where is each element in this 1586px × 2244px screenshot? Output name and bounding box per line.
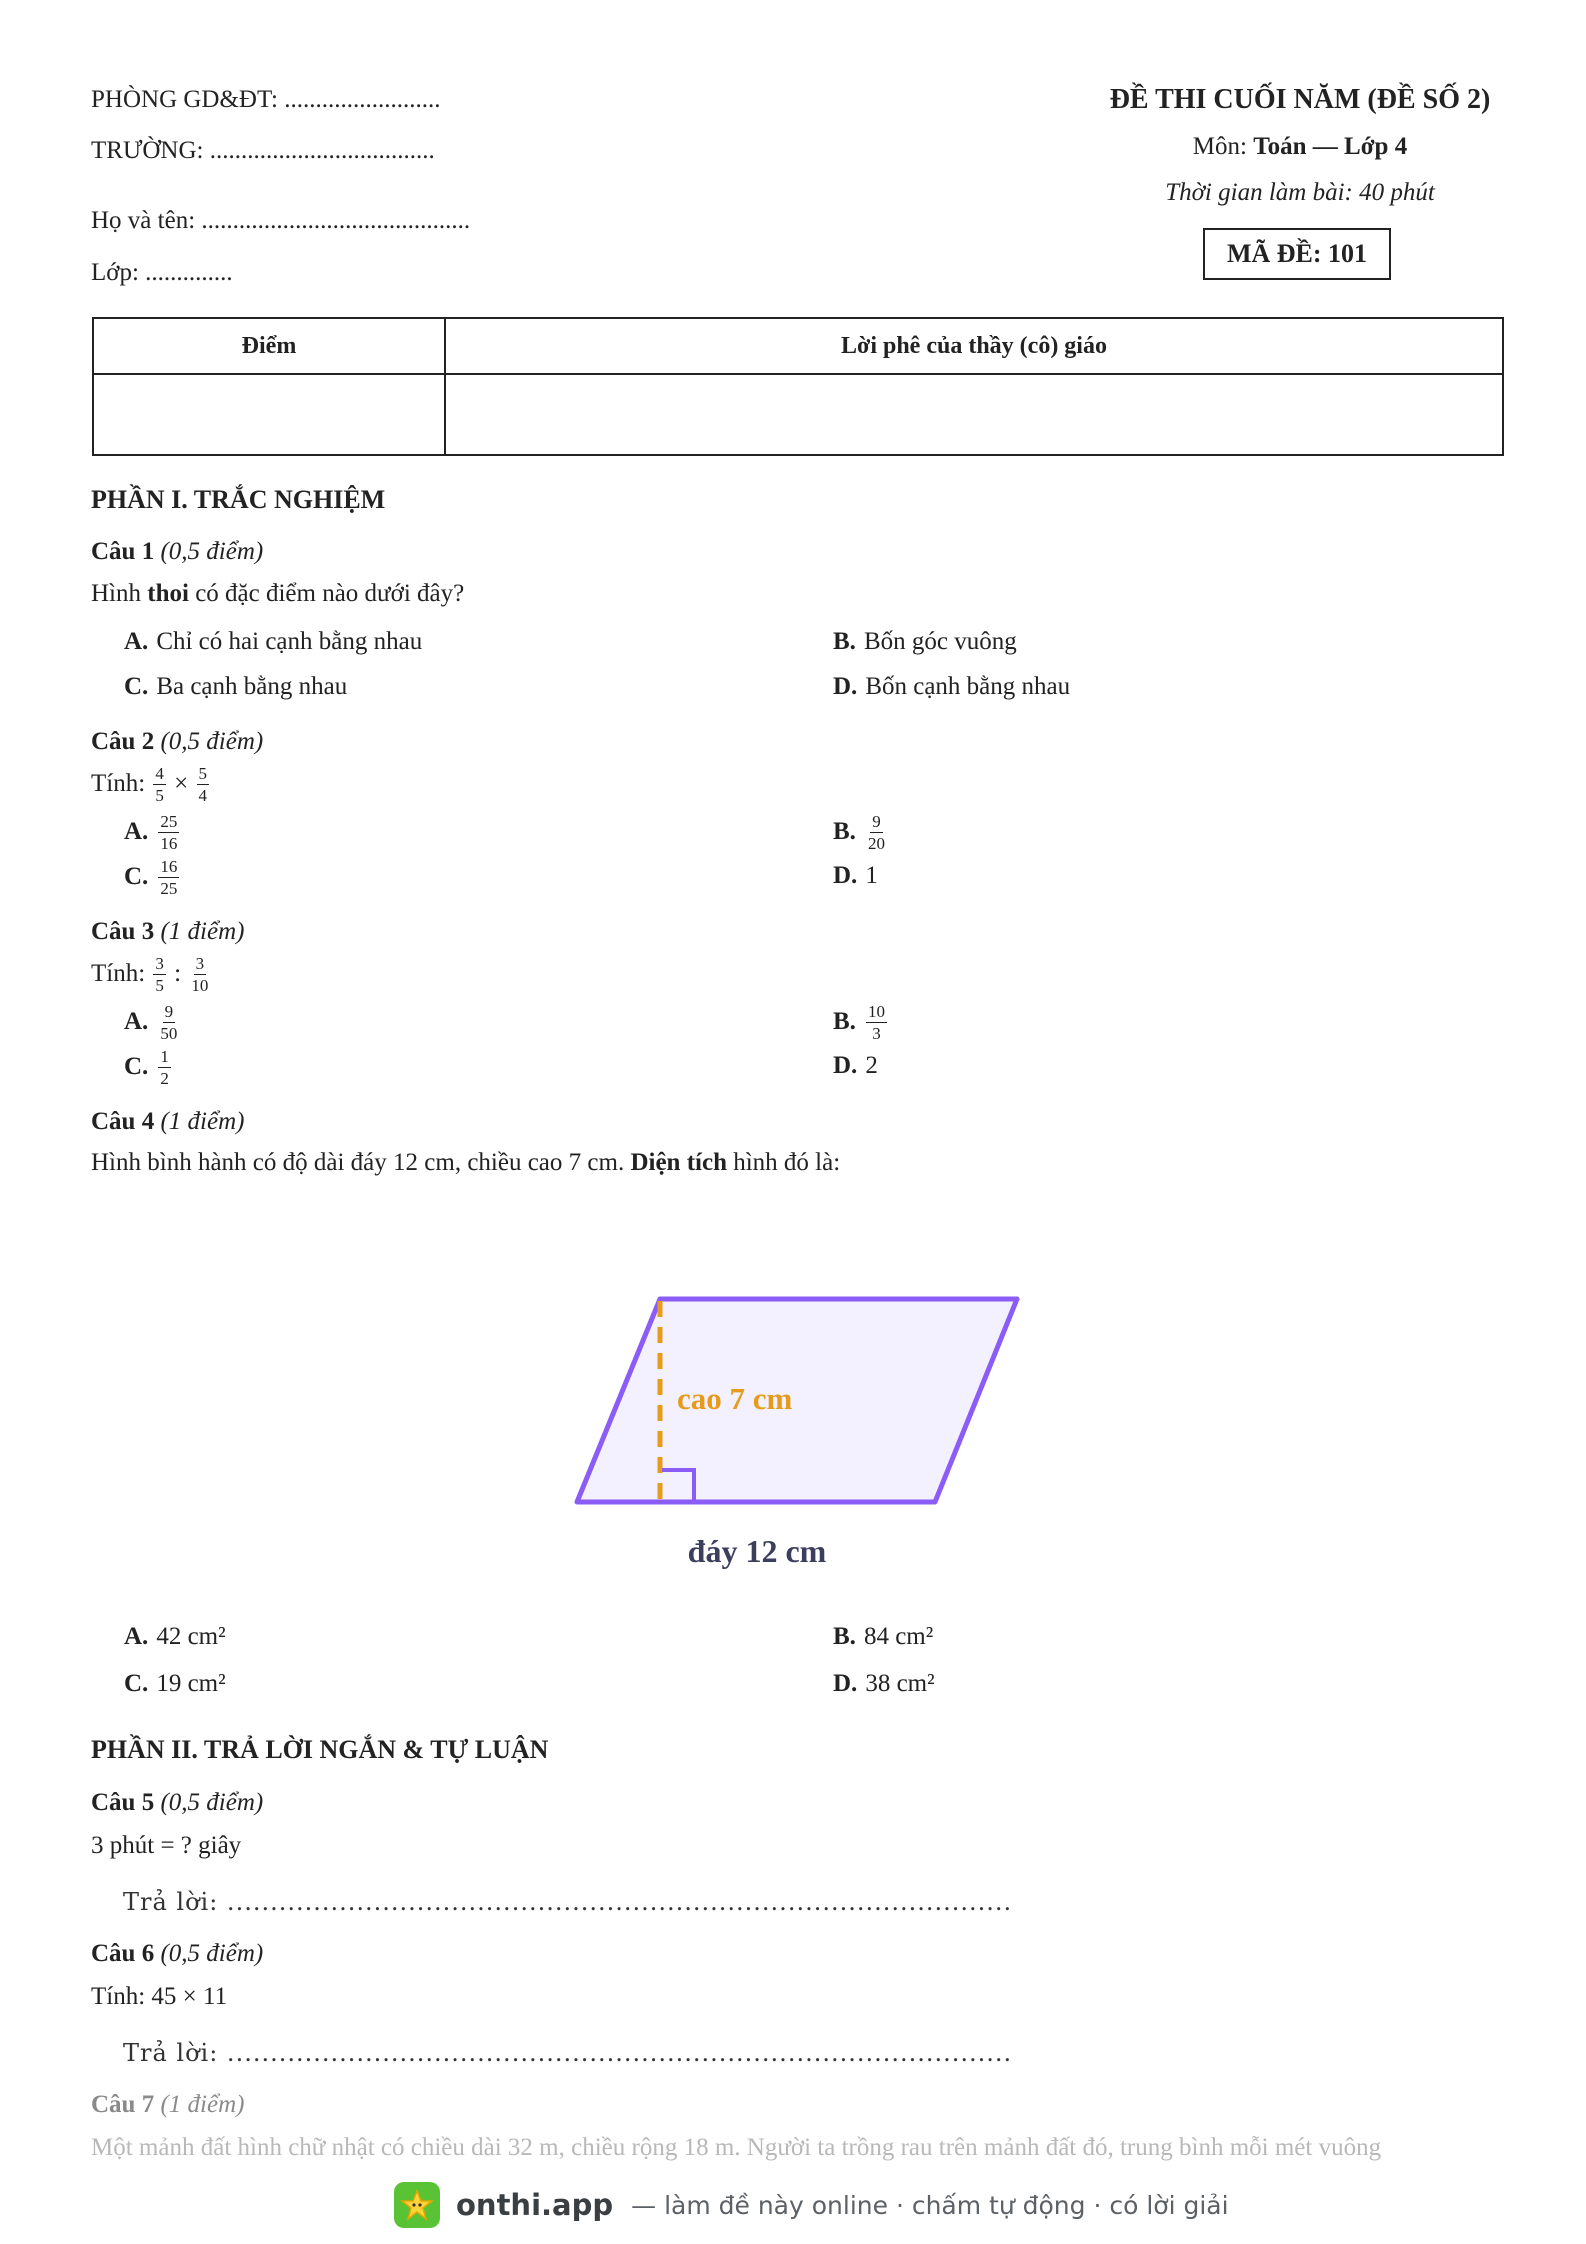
q5-heading: Câu 5 (0,5 điểm) [91, 1789, 264, 1816]
exam-code-box: MÃ ĐỀ: 101 [1203, 228, 1391, 280]
part1-title: PHẦN I. TRẮC NGHIỆM [91, 485, 386, 514]
footer-banner[interactable] [394, 2180, 1229, 2230]
q2-option-a[interactable]: A. $\frac{25}{16}$ [124, 812, 178, 853]
q3-heading: Câu 3 (1 điểm) [91, 918, 245, 945]
teacher-comment-header: Lời phê của thầy (cô) giáo [445, 318, 1503, 374]
q1-option-d[interactable]: D. Bốn cạnh bằng nhau [833, 673, 1071, 700]
school-label: TRƯỜNG: .................................... [91, 137, 435, 164]
subject-line: Môn: Toán — Lớp 4 [1192, 133, 1408, 160]
q3-option-a[interactable]: A. $\frac{9}{50}$ [124, 1002, 178, 1043]
q2-option-b[interactable]: B. $\frac{9}{20}$ [833, 812, 885, 853]
q3-option-c[interactable]: C. $\frac{1}{2}$ [124, 1047, 169, 1088]
time-limit: Thời gian làm bài: 40 phút [1165, 179, 1435, 206]
q1-text: Hình thoi có đặc điểm nào dưới đây? [91, 580, 465, 607]
q2-text: Tính: $\frac{4}{5}$ × $\frac{5}{4}$ [91, 764, 208, 805]
footer-tagline: — làm đề này online · chấm tự động · có lời giải [631, 2190, 1229, 2220]
q6-text: Tính: 45 × 11 [91, 1983, 228, 2010]
parallelogram-shape [577, 1299, 1017, 1502]
q6-heading: Câu 6 (0,5 điểm) [91, 1940, 264, 1967]
q3-text: Tính: $\frac{3}{5}$ : $\frac{3}{10}$ [91, 954, 209, 995]
q3-option-d[interactable]: D. 2 [833, 1052, 878, 1079]
q3-option-b[interactable]: B. $\frac{10}{3}$ [833, 1002, 885, 1043]
class-label: Lớp: .............. [91, 259, 233, 286]
q7-text: Một mảnh đất hình chữ nhật có chiều dài 32 m, chiều rộng 18 m. Người ta trồng rau trên mảnh đất đó, trung bình mỗi mét vuông [91, 2134, 1382, 2161]
brand-name[interactable]: onthi.app [456, 2188, 614, 2222]
q4-option-d[interactable]: D. 38 cm² [833, 1670, 935, 1697]
q2-option-d[interactable]: D. 1 [833, 862, 878, 889]
q3-fraction-2: $\frac{3}{10}$ [191, 954, 209, 995]
q1-option-b[interactable]: B. Bốn góc vuông [833, 628, 1017, 655]
q2-fraction-1: $\frac{4}{5}$ [155, 764, 164, 805]
q1-heading: Câu 1 (0,5 điểm) [91, 538, 264, 565]
q4-heading: Câu 4 (1 điểm) [91, 1108, 245, 1135]
dept-label: PHÒNG GD&ĐT: ......................... [91, 86, 441, 113]
q2-heading: Câu 2 (0,5 điểm) [91, 728, 264, 755]
q3-fraction-1: $\frac{3}{5}$ [155, 954, 164, 995]
q5-text: 3 phút = ? giây [91, 1832, 242, 1859]
q4-text: Hình bình hành có độ dài đáy 12 cm, chiều cao 7 cm. Diện tích hình đó là: [91, 1149, 841, 1176]
q7-heading: Câu 7 (1 điểm) [91, 2091, 245, 2118]
exam-title: ĐỀ THI CUỐI NĂM (ĐỀ SỐ 2) [1109, 84, 1491, 115]
q1-option-c[interactable]: C. Ba cạnh bằng nhau [124, 673, 348, 700]
q4-option-a[interactable]: A. 42 cm² [124, 1623, 226, 1650]
student-name-label: Họ và tên: ........................................... [91, 207, 471, 234]
base-label: đáy 12 cm [687, 1533, 827, 1569]
q4-option-c[interactable]: C. 19 cm² [124, 1670, 226, 1697]
part2-title: PHẦN II. TRẢ LỜI NGẮN & TỰ LUẬN [91, 1735, 549, 1764]
q2-fraction-2: $\frac{5}{4}$ [198, 764, 208, 805]
q6-answer-line[interactable]: Trả lời: ........................................................................................... [123, 2039, 1013, 2067]
star-icon [394, 2182, 440, 2228]
q1-option-a[interactable]: A. Chỉ có hai cạnh bằng nhau [124, 628, 423, 655]
q4-option-b[interactable]: B. 84 cm² [833, 1623, 934, 1650]
score-header: Điểm [93, 318, 445, 374]
q5-answer-line[interactable]: Trả lời: ........................................................................................... [123, 1888, 1013, 1916]
height-label: cao 7 cm [677, 1381, 793, 1416]
q2-option-c[interactable]: C. $\frac{16}{25}$ [124, 857, 178, 898]
